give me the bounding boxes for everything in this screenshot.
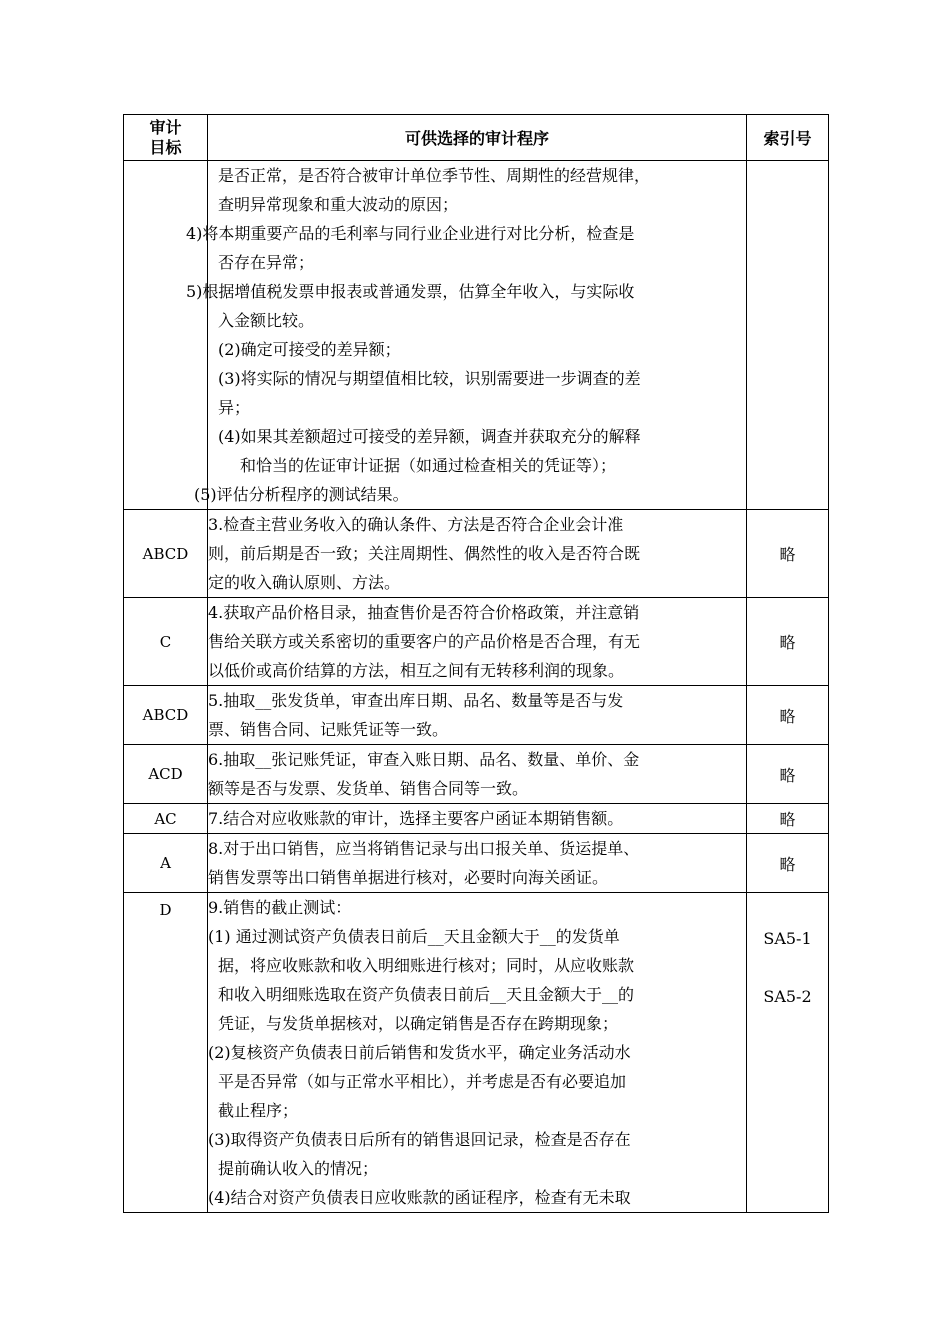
procedure-cell (208, 893, 747, 1213)
index-cell: 略 (747, 745, 829, 804)
procedure-line: 是否正常，是否符合被审计单位季节性、周期性的经营规律， (218, 166, 651, 185)
procedure-line: 和收入明细账选取在资产负债表日前后__天且金额大于__的 (218, 985, 635, 1004)
procedure-line: (4)结合对资产负债表日应收账款的函证程序，检查有无未取 (208, 1188, 631, 1207)
procedure-line: 4.获取产品价格目录，抽查售价是否符合价格政策，并注意销 (208, 603, 640, 622)
procedure-cell (208, 745, 747, 804)
goal-cell: A (124, 834, 208, 893)
goal-cell: ABCD (124, 510, 208, 598)
table-row (124, 510, 829, 598)
procedure-line: 据，将应收账款和收入明细账进行核对；同时，从应收账款 (218, 956, 635, 975)
procedure-line: 票、销售合同、记账凭证等一致。 (208, 720, 449, 739)
procedure-line: (2)确定可接受的差异额； (218, 340, 401, 359)
table-header-row (124, 115, 829, 161)
procedure-line: 定的收入确认原则、方法。 (208, 573, 401, 592)
header-goal-line1: 审计 (149, 117, 182, 137)
table-row (124, 804, 829, 834)
header-goal (124, 115, 208, 161)
header-goal-line2: 目标 (149, 137, 182, 157)
procedure-line: 销售发票等出口销售单据进行核对，必要时向海关函证。 (208, 868, 609, 887)
procedure-line: 8.对于出口销售，应当将销售记录与出口报关单、货运提单、 (208, 839, 640, 858)
procedure-cell (208, 834, 747, 893)
index-cell: 略 (747, 598, 829, 686)
table-row (124, 893, 829, 1213)
table-row (124, 161, 829, 510)
procedure-line: 7.结合对应收账款的审计，选择主要客户函证本期销售额。 (208, 809, 624, 828)
table-row (124, 686, 829, 745)
procedure-line: (4)如果其差额超过可接受的差异额，调查并获取充分的解释 (218, 427, 641, 446)
procedure-line: 提前确认收入的情况； (218, 1159, 379, 1178)
procedure-cell (208, 686, 747, 745)
goal-cell: C (124, 598, 208, 686)
table-row (124, 598, 829, 686)
procedure-line: 平是否异常（如与正常水平相比），并考虑是否有必要追加 (218, 1072, 627, 1091)
header-index: 索引号 (747, 115, 829, 161)
audit-procedure-table (123, 114, 829, 1213)
index-cell: 略 (747, 686, 829, 745)
procedure-line: 额等是否与发票、发货单、销售合同等一致。 (208, 779, 529, 798)
procedure-line: 和恰当的佐证审计证据（如通过检查相关的凭证等）； (240, 456, 617, 475)
goal-cell: ABCD (124, 686, 208, 745)
procedure-line: 则，前后期是否一致；关注周期性、偶然性的收入是否符合既 (208, 544, 641, 563)
index-cell: 略 (747, 834, 829, 893)
procedure-line: (3)将实际的情况与期望值相比较，识别需要进一步调查的差 (218, 369, 641, 388)
procedure-cell (208, 804, 747, 834)
index-cell (747, 161, 829, 510)
procedure-cell (186, 161, 747, 510)
goal-cell: D (124, 893, 208, 1213)
procedure-line: 否存在异常； (218, 253, 315, 272)
table-row (124, 745, 829, 804)
goal-cell: ACD (124, 745, 208, 804)
header-procedures: 可供选择的审计程序 (208, 115, 747, 161)
goal-cell (124, 161, 208, 510)
procedure-line: 5.抽取__张发货单，审查出库日期、品名、数量等是否与发 (208, 691, 624, 710)
procedure-line: (3)取得资产负债表日后所有的销售退回记录，检查是否存在 (208, 1130, 631, 1149)
procedure-line: (1) 通过测试资产负债表日前后__天且金额大于__的发货单 (208, 927, 620, 946)
procedure-line: 售给关联方或关系密切的重要客户的产品价格是否合理，有无 (208, 632, 641, 651)
procedure-line: 以低价或高价结算的方法，相互之间有无转移利润的现象。 (208, 661, 625, 680)
table-row (124, 834, 829, 893)
procedure-line: 查明异常现象和重大波动的原因； (218, 195, 459, 214)
index-cell (747, 893, 829, 1213)
procedure-line: 9.销售的截止测试： (208, 898, 352, 917)
index-cell: 略 (747, 510, 829, 598)
procedure-line: 4)将本期重要产品的毛利率与同行业企业进行对比分析，检查是 (186, 224, 635, 243)
procedure-line: 5)根据增值税发票申报表或普通发票，估算全年收入，与实际收 (186, 282, 635, 301)
index-cell: 略 (747, 804, 829, 834)
procedure-line: 入金额比较。 (218, 311, 315, 330)
procedure-line: 6.抽取__张记账凭证，审查入账日期、品名、数量、单价、金 (208, 750, 640, 769)
procedure-line: (2)复核资产负债表日前后销售和发货水平，确定业务活动水 (208, 1043, 631, 1062)
goal-cell: AC (124, 804, 208, 834)
procedure-line: 凭证，与发货单据核对，以确定销售是否存在跨期现象； (218, 1014, 619, 1033)
procedure-line: 截止程序； (218, 1101, 299, 1120)
index-ref: SA5-1 (763, 929, 812, 948)
procedure-line: 异； (218, 398, 251, 417)
procedure-line: 3.检查主营业务收入的确认条件、方法是否符合企业会计准 (208, 515, 624, 534)
index-ref: SA5-2 (763, 987, 812, 1006)
procedure-cell (208, 598, 747, 686)
procedure-line: (5)评估分析程序的测试结果。 (194, 485, 409, 504)
procedure-cell (208, 510, 747, 598)
